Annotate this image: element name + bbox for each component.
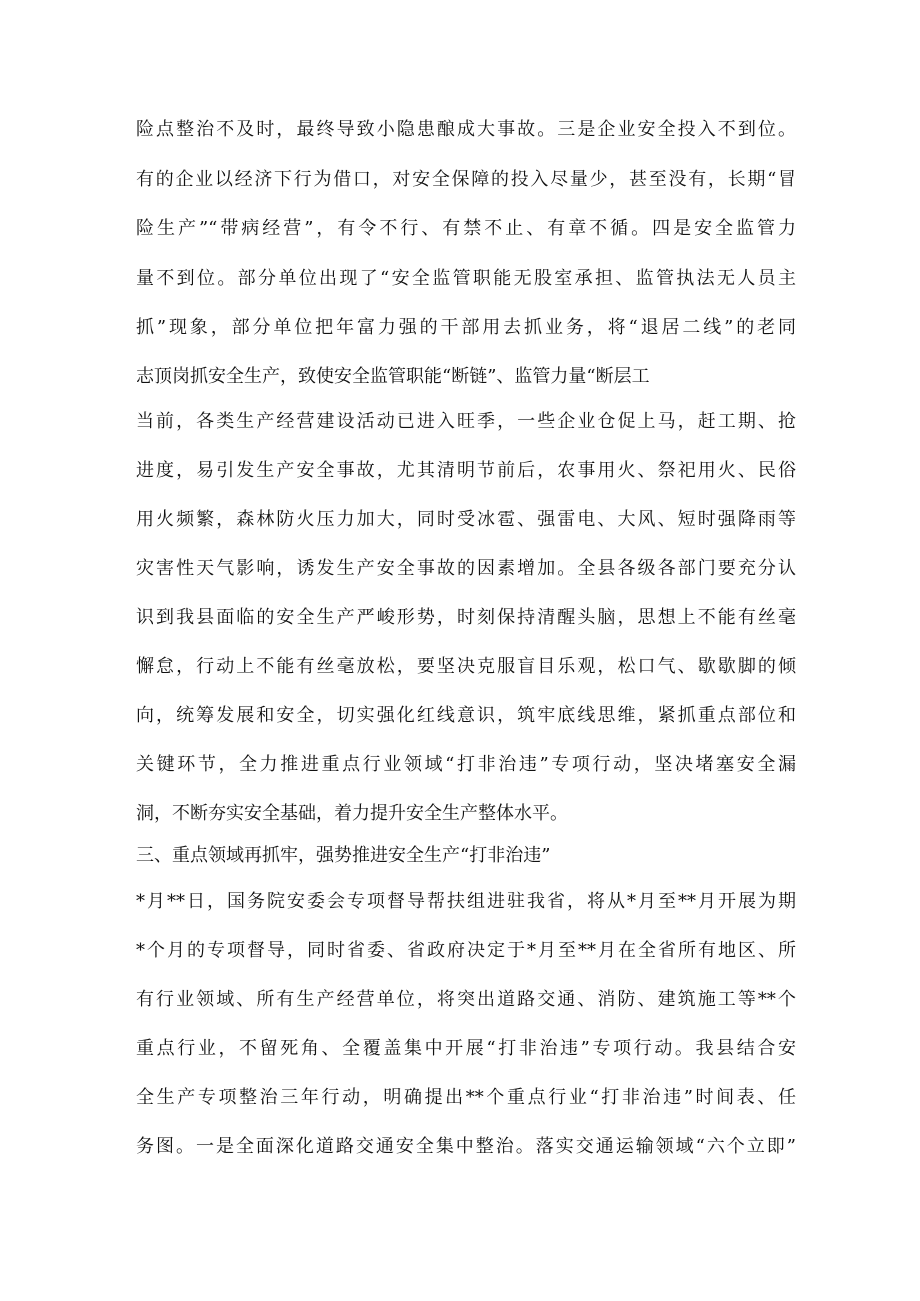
text-line: 识到我县面临的安全生产严峻形势，时刻保持清醒头脑，思想上不能有丝毫: [136, 607, 796, 628]
text-line: 全生产专项整治三年行动，明确提出**个重点行业“打非治违”时间表、任: [136, 1087, 796, 1108]
text-line: 关键环节，全力推进重点行业领域“打非治违”专项行动，坚决堵塞安全漏: [136, 754, 796, 775]
text-line: 洞，不断夯实安全基础，着力提升安全生产整体水平。: [136, 803, 568, 824]
text-line: 险点整治不及时，最终导致小隐患酿成大事故。三是企业安全投入不到位。: [136, 119, 796, 140]
text-line: 量不到位。部分单位出现了“安全监管职能无股室承担、监管执法无人员主: [136, 268, 796, 289]
text-line: 险生产”“带病经营”，有令不行、有禁不止、有章不循。四是安全监管力: [136, 218, 796, 239]
text-line: 懈怠，行动上不能有丝毫放松，要坚决克服盲目乐观，松口气、歇歇脚的倾: [136, 656, 796, 677]
text-line: 志顶岗抓安全生产，致使安全监管职能“断链”、监管力量“断层工: [136, 366, 650, 387]
text-line: 进度，易引发生产安全事故，尤其清明节前后，农事用火、祭祀用火、民俗: [136, 460, 796, 481]
text-line: 务图。一是全面深化道路交通安全集中整治。落实交通运输领域“六个立即”: [136, 1136, 796, 1157]
text-line: 用火频繁，森林防火压力加大，同时受冰雹、强雷电、大风、短时强降雨等: [136, 509, 796, 530]
text-line: 灾害性天气影响，诱发生产安全事故的因素增加。全县各级各部门要充分认: [136, 558, 796, 579]
text-line: 抓”现象，部分单位把年富力强的干部用去抓业务，将“退居二线”的老同: [136, 317, 796, 338]
text-line: *月**日，国务院安委会专项督导帮扶组进驻我省，将从*月至**月开展为期: [136, 891, 796, 912]
text-line: 有的企业以经济下行为借口，对安全保障的投入尽量少，甚至没有，长期“冒: [136, 169, 796, 190]
text-line: 重点行业，不留死角、全覆盖集中开展“打非治违”专项行动。我县结合安: [136, 1038, 796, 1059]
text-line: *个月的专项督导，同时省委、省政府决定于*月至**月在全省所有地区、所: [136, 940, 796, 961]
section-heading: 三、重点领域再抓牢，强势推进安全生产“打非治违”: [136, 845, 551, 866]
text-line: 当前，各类生产经营建设活动已进入旺季，一些企业仓促上马，赶工期、抢: [136, 411, 796, 432]
text-line: 有行业领域、所有生产经营单位，将突出道路交通、消防、建筑施工等**个: [136, 989, 796, 1010]
text-line: 向，统筹发展和安全，切实强化红线意识，筑牢底线思维，紧抓重点部位和: [136, 705, 796, 726]
